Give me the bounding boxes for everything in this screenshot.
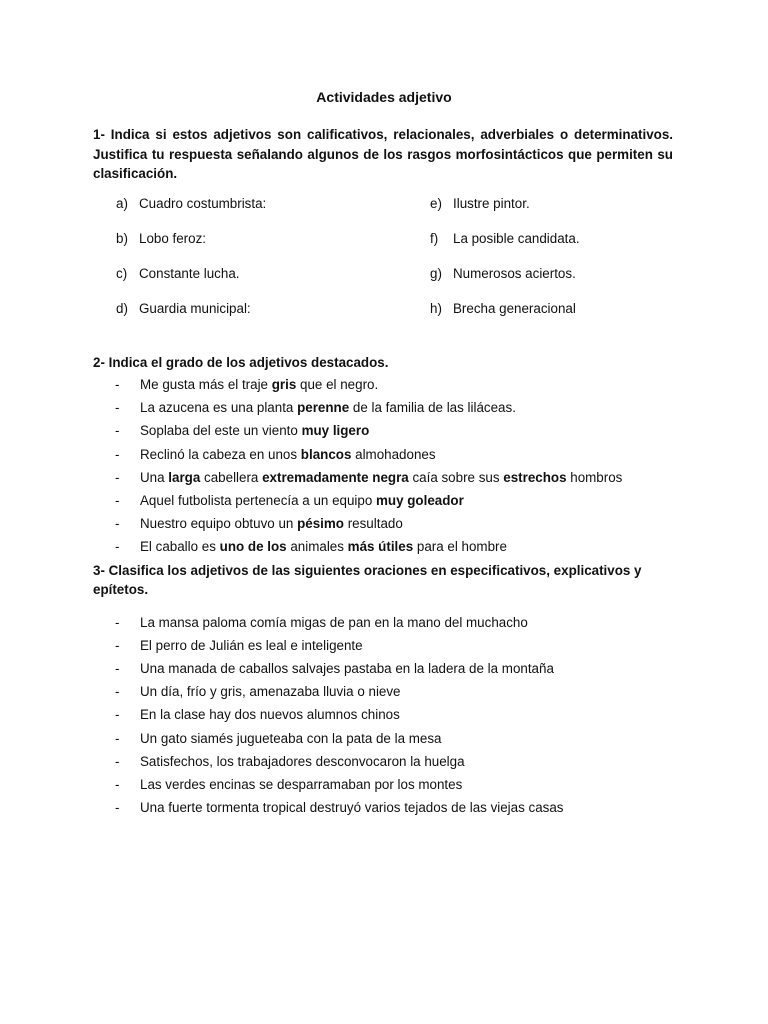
list-item xyxy=(115,731,442,747)
item-label: c) xyxy=(116,266,128,281)
sentence-text: para el hombre xyxy=(413,539,507,555)
highlighted-adjective: más útiles xyxy=(347,539,414,555)
item-label: d) xyxy=(116,301,128,316)
sentence-text: Una manada de caballos salvajes pastaba en la ladera de la montaña xyxy=(140,661,554,677)
list-item xyxy=(115,493,464,509)
item-text: La posible candidata. xyxy=(453,231,580,246)
sentence-text: animales xyxy=(286,539,348,555)
sentence-text: cabellera xyxy=(200,469,263,485)
sentence-text: Una xyxy=(140,469,169,485)
highlighted-adjective: muy goleador xyxy=(376,493,464,508)
sentence-text: Reclinó la cabeza en unos xyxy=(140,446,301,462)
sentence-text: de la familia de las liláceas. xyxy=(349,400,516,416)
bullet-dash: - xyxy=(115,377,120,392)
highlighted-adjective: larga xyxy=(168,469,201,485)
bullet-dash: - xyxy=(115,539,120,555)
bullet-dash: - xyxy=(115,423,120,439)
highlighted-adjective: perenne xyxy=(297,400,350,416)
item-label: h) xyxy=(430,301,442,316)
section3-heading: 3- Clasifica los adjetivos de las siguientes oraciones en especificativos, explicativos y epítetos. xyxy=(93,563,642,597)
sentence-text: que el negro. xyxy=(296,377,379,392)
bullet-dash: - xyxy=(115,684,120,700)
list-item xyxy=(115,516,403,532)
page-title: Actividades adjetivo xyxy=(316,89,452,105)
sentence-text: almohadones xyxy=(351,446,436,462)
list-item xyxy=(115,615,528,631)
list-item xyxy=(115,707,400,723)
bullet-dash: - xyxy=(115,730,120,746)
list-item xyxy=(115,754,465,770)
highlighted-adjective: gris xyxy=(271,377,297,392)
section2-heading: 2- Indica el grado de los adjetivos destacados. xyxy=(93,355,389,370)
bullet-dash: - xyxy=(115,493,120,508)
exercise-item xyxy=(430,196,530,212)
item-label: e) xyxy=(430,196,442,211)
sentence-text: Soplaba del este un viento xyxy=(140,423,302,439)
sentence-text: La azucena es una planta xyxy=(140,400,298,416)
highlighted-adjective: blancos xyxy=(300,446,352,462)
list-item xyxy=(115,447,436,463)
sentence-text: resultado xyxy=(343,516,403,532)
item-text: Guardia municipal: xyxy=(139,301,251,316)
item-label: g) xyxy=(430,266,442,281)
highlighted-adjective: estrechos xyxy=(503,469,567,485)
exercise-item xyxy=(116,231,206,247)
sentence-text: En la clase hay dos nuevos alumnos chinos xyxy=(140,707,400,723)
highlighted-adjective: muy ligero xyxy=(301,423,370,439)
bullet-dash: - xyxy=(115,799,120,815)
sentence-text: Un día, frío y gris, amenazaba lluvia o nieve xyxy=(140,684,401,700)
bullet-dash: - xyxy=(115,516,120,532)
sentence-text: El caballo es xyxy=(140,539,220,555)
section1-heading: 1- Indica si estos adjetivos son calificativos, relacionales, adverbiales o determinativos. Justifica tu respuesta señalando algunos de los rasgos morfosintácticos que permiten su clasificación. xyxy=(93,127,673,181)
bullet-dash: - xyxy=(115,400,120,416)
exercise-item xyxy=(430,301,576,317)
sentence-text: Aquel futbolista pertenecía a un equipo xyxy=(140,493,376,508)
sentence-text: Las verdes encinas se desparramaban por los montes xyxy=(140,776,463,792)
sentence-text: La mansa paloma comía migas de pan en la mano del muchacho xyxy=(140,615,528,630)
list-item xyxy=(115,423,369,439)
bullet-dash: - xyxy=(115,753,120,769)
bullet-dash: - xyxy=(115,776,120,792)
item-text: Cuadro costumbrista: xyxy=(139,196,267,211)
exercise-item xyxy=(116,301,251,317)
item-text: Numerosos aciertos. xyxy=(453,266,576,281)
sentence-text: caía sobre sus xyxy=(408,469,504,485)
sentence-text: Satisfechos, los trabajadores desconvocaron la huelga xyxy=(140,753,465,769)
highlighted-adjective: extremadamente negra xyxy=(262,469,409,485)
list-item xyxy=(115,684,401,700)
exercise-item xyxy=(116,196,266,212)
sentence-text: Me gusta más el traje xyxy=(140,377,272,392)
sentence-text: Un gato siamés jugueteaba con la pata de la mesa xyxy=(140,730,442,746)
bullet-dash: - xyxy=(115,707,120,723)
bullet-dash: - xyxy=(115,638,120,654)
item-label: f) xyxy=(430,231,439,246)
item-text: Brecha generacional xyxy=(453,301,576,316)
item-text: Constante lucha. xyxy=(139,266,240,281)
highlighted-adjective: uno de los xyxy=(219,539,287,555)
bullet-dash: - xyxy=(115,469,120,485)
item-label: b) xyxy=(116,231,128,246)
sentence-text: Nuestro equipo obtuvo un xyxy=(140,516,298,532)
highlighted-adjective: pésimo xyxy=(297,516,344,532)
list-item xyxy=(115,377,378,393)
list-item xyxy=(115,661,554,677)
item-text: Ilustre pintor. xyxy=(453,196,530,211)
list-item xyxy=(115,800,564,816)
exercise-item xyxy=(430,231,580,247)
item-label: a) xyxy=(116,196,128,211)
bullet-dash: - xyxy=(115,661,120,677)
item-text: Lobo feroz: xyxy=(139,231,206,246)
list-item xyxy=(115,470,622,486)
sentence-text: Una fuerte tormenta tropical destruyó varios tejados de las viejas casas xyxy=(140,799,564,815)
bullet-dash: - xyxy=(115,615,120,630)
exercise-item xyxy=(430,266,576,282)
bullet-dash: - xyxy=(115,446,120,462)
sentence-text: hombros xyxy=(566,469,623,485)
list-item xyxy=(115,638,363,654)
list-item xyxy=(115,777,462,793)
sentence-text: El perro de Julián es leal e inteligente xyxy=(140,638,363,654)
list-item xyxy=(115,539,507,555)
exercise-item xyxy=(116,266,240,282)
list-item xyxy=(115,400,516,416)
